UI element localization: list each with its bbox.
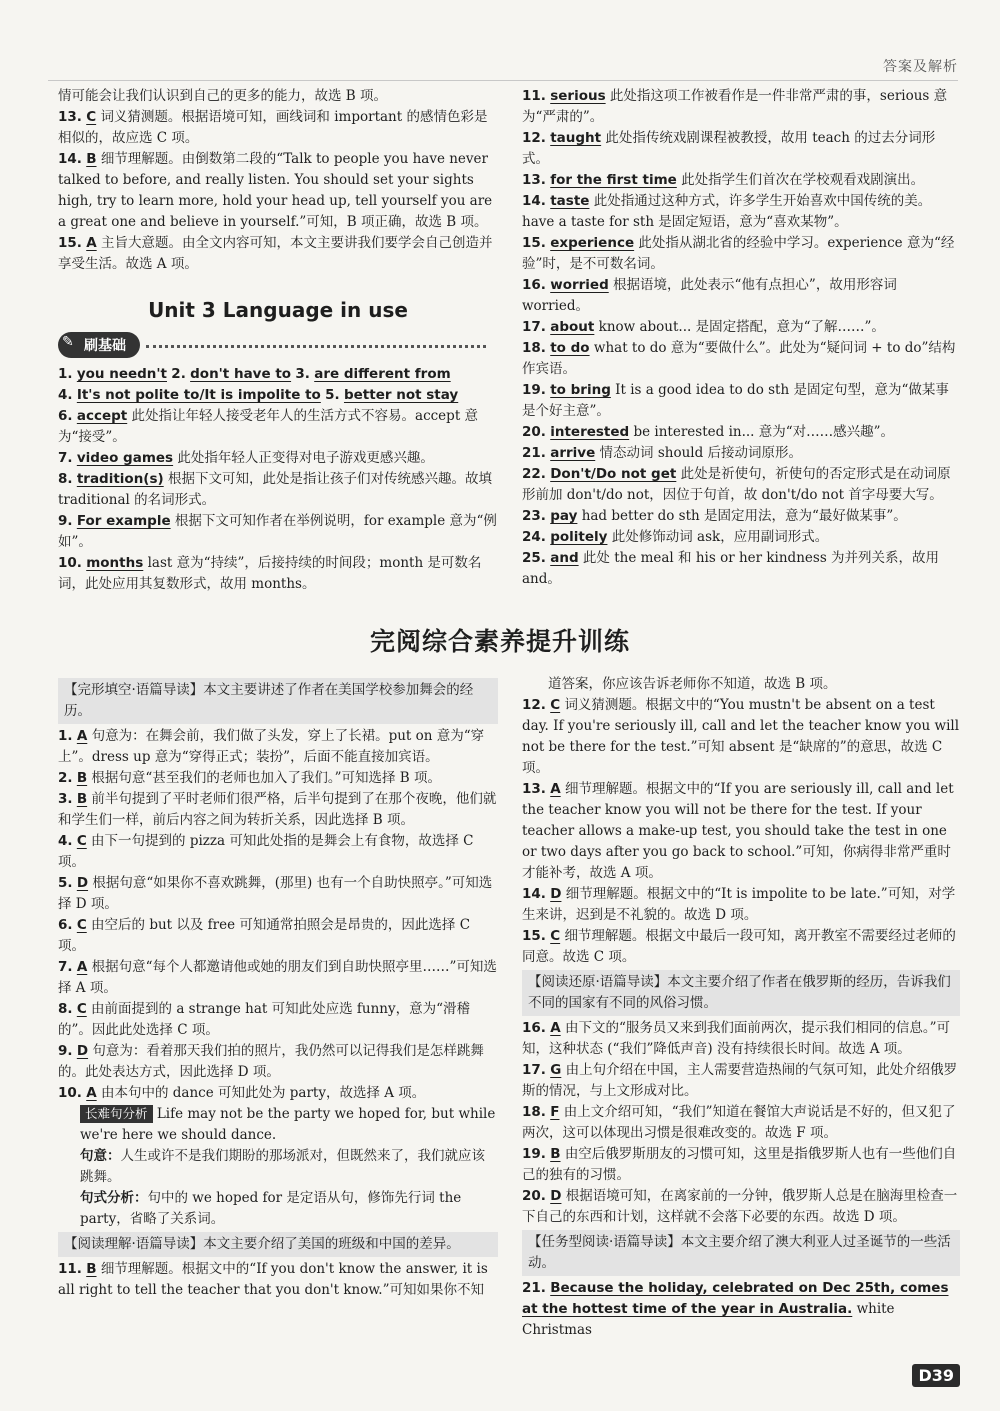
- unit-items: [58, 406, 498, 595]
- dotted-rule: [146, 345, 486, 348]
- answer-number: 16.: [522, 277, 546, 293]
- answer-key: D: [550, 886, 562, 902]
- answer-number: 7.: [58, 959, 73, 975]
- answer-explanation: 由上句介绍在中国，主人需要营造热闹的气氛可知，此处介绍俄罗斯的情况，与上文形成对比。: [522, 1062, 958, 1099]
- answer-explanation: 由本句中的 dance 可知此处为 party，故选择 A 项。: [100, 1085, 426, 1101]
- answer-explanation: 根据下文可知，此处是指让孩子们对传统感兴趣。故填 traditional 的名词形式。: [58, 471, 492, 508]
- answer-entry: [58, 553, 498, 595]
- answer-key: pay: [550, 508, 578, 524]
- answer-number: 19.: [522, 382, 546, 398]
- badge-label: 刷基础: [84, 338, 126, 354]
- answer-entry: [522, 527, 960, 548]
- unit-fill-rows: [58, 364, 498, 406]
- answer-number: 14.: [522, 193, 546, 209]
- answer-key: accept: [76, 408, 128, 424]
- answer-number: 21.: [522, 1280, 546, 1296]
- reading-items: [522, 695, 960, 968]
- long-sentence-tag: 长难句分析: [80, 1105, 153, 1123]
- answer-explanation: white Christmas: [522, 1301, 895, 1338]
- answer-number: 15.: [58, 235, 82, 251]
- answer-explanation: 根据句意“每个人都邀请他或她的朋友们到自助快照亭里……”可知选择 A 项。: [58, 959, 497, 996]
- answer-number: 4.: [58, 833, 73, 849]
- answer-explanation: 句意为：在舞会前，我们做了头发，穿上了长裙。put on 意为“穿上”。dress up 意为“穿得正式；装扮”，后面不能直接加宾语。: [58, 728, 485, 765]
- left-bottom-column: [58, 676, 498, 1301]
- answer-explanation: last 意为“持续”，后接持续的时间段；month 是可数名词，此处应用其复数形式，故用 months。: [58, 555, 482, 592]
- header-divider: [48, 80, 958, 81]
- answer-key: C: [550, 928, 561, 944]
- answer-key: worried: [550, 277, 609, 293]
- answer-entry: [58, 957, 498, 999]
- answer-number: 23.: [522, 508, 546, 524]
- answer-entry: [522, 191, 960, 233]
- answer-key: you needn't: [76, 366, 167, 382]
- answer-key: For example: [76, 513, 171, 529]
- answer-key: A: [76, 728, 88, 744]
- long-sentence: [58, 1104, 498, 1146]
- answer-key: to do: [550, 340, 590, 356]
- sentence-analysis: [58, 1188, 498, 1230]
- answer-entry: [58, 511, 498, 553]
- answer-entry: [522, 1102, 960, 1144]
- answer-number: 6.: [58, 408, 73, 424]
- answer-number: 17.: [522, 319, 546, 335]
- answer-key: tradition(s): [76, 471, 164, 487]
- answer-key: A: [86, 235, 97, 251]
- answer-explanation: 此处是祈使句，祈使句的否定形式是在动词原形前加 don't/do not，因位于句首，故 don't/do not 首字母要大写。: [522, 466, 951, 503]
- continued-text: 道答案，你应该告诉老师你不知道，故选 B 项。: [548, 676, 837, 692]
- answer-key: D: [76, 875, 89, 891]
- answer-entry: [58, 915, 498, 957]
- answer-number: 7.: [58, 450, 73, 466]
- answer-entry: [58, 448, 498, 469]
- answer-key: C: [76, 833, 87, 849]
- answer-entry: [522, 548, 960, 590]
- answer-key: video games: [76, 450, 174, 466]
- answer-entry: [522, 233, 960, 275]
- answer-number: 12.: [522, 697, 546, 713]
- answer-entry: [58, 86, 498, 107]
- answer-entry: [522, 443, 960, 464]
- answer-explanation: 由前面提到的 a strange hat 可知此处应选 funny，意为“滑稽的”。因此此处选择 C 项。: [58, 1001, 471, 1038]
- answer-key: A: [76, 959, 88, 975]
- answer-number: 22.: [522, 466, 546, 482]
- answer-key: taste: [550, 193, 590, 209]
- answer-number: 20.: [522, 1188, 546, 1204]
- sentence-meaning-text: 人生或许不是我们期盼的那场派对，但既然来了，我们就应该跳舞。: [80, 1148, 485, 1185]
- answer-entry: [58, 469, 498, 511]
- answer-key: B: [86, 151, 97, 167]
- answer-entry: [58, 726, 498, 768]
- answer-explanation: 情态动词 should 后接动词原形。: [599, 445, 803, 461]
- answer-key: to bring: [550, 382, 611, 398]
- reading-intro: 【阅读理解·语篇导读】本文主要介绍了美国的班级和中国的差异。: [58, 1232, 498, 1257]
- answer-key: A: [550, 781, 561, 797]
- answer-explanation: know about... 是固定搭配，意为“了解……”。: [598, 319, 885, 335]
- answer-entry: [522, 884, 960, 926]
- answer-number: 8.: [58, 1001, 73, 1017]
- answer-number: 3.: [295, 366, 310, 382]
- section-title: 完阅综合素养提升训练: [369, 627, 630, 656]
- answer-entry: [58, 768, 498, 789]
- answer-number: 19.: [522, 1146, 546, 1162]
- task-intro: 【任务型阅读·语篇导读】本文主要介绍了澳大利亚人过圣诞节的一些活动。: [522, 1230, 960, 1276]
- right-bottom-column: [522, 674, 960, 1341]
- answer-key: are different from: [314, 366, 451, 382]
- sentence-meaning: [58, 1146, 498, 1188]
- fill-row: [58, 385, 498, 406]
- answer-explanation: 词义猜测题。根据语境可知，画线词和 important 的感情色彩是相似的，故应选 C 项。: [58, 109, 488, 146]
- sentence-analysis-label: 句式分析：: [80, 1190, 148, 1206]
- answer-key: B: [76, 770, 88, 786]
- answer-number: 24.: [522, 529, 546, 545]
- answer-key: arrive: [550, 445, 596, 461]
- long-sentence-text: Life may not be the party we hoped for, but while we're here we should dance.: [80, 1106, 496, 1143]
- answer-explanation: 此处修饰动词 ask，应用副词形式。: [611, 529, 829, 545]
- answer-entry: [522, 1144, 960, 1186]
- answer-entry: [58, 233, 498, 275]
- answer-explanation: It is a good idea to do sth 是固定句型，意为“做某事是个好主意”。: [522, 382, 949, 419]
- answer-explanation: 此处指让年轻人接受老年人的生活方式不容易。accept 意为“接受”。: [58, 408, 479, 445]
- answer-key: Because the holiday, celebrated on Dec 25th, comes at the hottest time of the year in Australia.: [522, 1280, 949, 1317]
- answer-entry: [58, 831, 498, 873]
- answer-explanation: 句意为：看着那天我们拍的照片，我仍然可以记得我们是怎样跳舞的。此处表达方式，因此选择 D 项。: [58, 1043, 484, 1080]
- answer-entry: [522, 317, 960, 338]
- answer-explanation: 由下文的“服务员又来到我们面前两次，提示我们相同的信息。”可知，这种状态 (“我们”降低声音) 没有持续很长时间。故选 A 项。: [522, 1020, 951, 1057]
- answer-entry: [522, 695, 960, 779]
- answer-key: serious: [550, 88, 606, 104]
- answer-number: 10.: [58, 1085, 82, 1101]
- answer-entry: [522, 338, 960, 380]
- answer-number: 25.: [522, 550, 546, 566]
- answer-explanation: 此处 the meal 和 his or her kindness 为并列关系，故用 and。: [522, 550, 940, 587]
- answer-key: D: [76, 1043, 89, 1059]
- restore-intro: 【阅读还原·语篇导读】本文主要介绍了作者在俄罗斯的经历，告诉我们不同的国家有不同的风俗习惯。: [522, 970, 960, 1016]
- answer-key: months: [86, 555, 144, 571]
- answer-key: interested: [550, 424, 630, 440]
- answer-entry: [522, 1278, 960, 1341]
- answer-entry: [58, 149, 498, 233]
- answer-explanation: 根据语境，此处表示“他有点担心”，故用形容词 worried。: [522, 277, 897, 314]
- answer-number: 15.: [522, 235, 546, 251]
- answer-entry: [522, 1060, 960, 1102]
- answer-number: 17.: [522, 1062, 546, 1078]
- answer-entry: [522, 506, 960, 527]
- answer-number: 11.: [58, 1261, 82, 1277]
- answer-key: don't have to: [190, 366, 292, 382]
- answer-number: 4.: [58, 387, 73, 403]
- answer-entry: [522, 422, 960, 443]
- answer-key: taught: [550, 130, 602, 146]
- answer-explanation: 细节理解题。根据文中的“If you don't know the answer, it is all right to tell the teacher that you don't know.”可知如果你不知: [58, 1261, 488, 1298]
- answer-entry: [522, 1186, 960, 1228]
- answer-key: C: [550, 697, 561, 713]
- unit-section: [58, 276, 498, 595]
- answer-key: and: [550, 550, 579, 566]
- answer-key: G: [550, 1062, 562, 1078]
- answer-key: C: [76, 1001, 87, 1017]
- answer-explanation: 细节理解题。根据文中的“It is impolite to be late.”可知，对学生来讲，迟到是不礼貌的。故选 D 项。: [522, 886, 956, 923]
- answer-explanation: 根据语境可知，在离家前的一分钟，俄罗斯人总是在脑海里检查一下自己的东西和计划，这样就不会落下必要的东西。故选 D 项。: [522, 1188, 958, 1225]
- answer-key: politely: [550, 529, 608, 545]
- answer-explanation: 根据句意“如果你不喜欢跳舞，(那里) 也有一个自助快照亭。”可知选择 D 项。: [58, 875, 493, 912]
- answer-key: C: [76, 917, 87, 933]
- answer-number: 13.: [522, 781, 546, 797]
- answer-number: 5.: [58, 875, 73, 891]
- answer-entry: [58, 789, 498, 831]
- answer-number: 12.: [522, 130, 546, 146]
- cloze-items: [58, 726, 498, 1104]
- answer-explanation: had better do sth 是固定用法，意为“最好做某事”。: [581, 508, 907, 524]
- answer-entry: [522, 380, 960, 422]
- answer-explanation: be interested in... 意为“对……感兴趣”。: [633, 424, 895, 440]
- right-top-column: [522, 86, 960, 590]
- answer-key: C: [86, 109, 97, 125]
- answer-explanation: 此处指传统戏剧课程被教授，故用 teach 的过去分词形式。: [522, 130, 936, 167]
- answer-key: D: [550, 1188, 562, 1204]
- answer-number: 9.: [58, 513, 73, 529]
- answer-explanation: 此处指通过这种方式，许多学生开始喜欢中国传统的美。have a taste for sth 是固定短语，意为“喜欢某物”。: [522, 193, 932, 230]
- answer-explanation: 由上文介绍可知，“我们”知道在餐馆大声说话是不好的，但又犯了两次，这可以体现出习惯是很难改变的。故选 F 项。: [522, 1104, 956, 1141]
- answer-key: B: [76, 791, 88, 807]
- answer-entry: [522, 779, 960, 884]
- answer-entry: [522, 128, 960, 170]
- answer-key: about: [550, 319, 595, 335]
- answer-number: 14.: [58, 151, 82, 167]
- answer-explanation: 情可能会让我们认识到自己的更多的能力，故选 B 项。: [58, 88, 388, 104]
- answer-number: 16.: [522, 1020, 546, 1036]
- answer-entry: [58, 1083, 498, 1104]
- answer-explanation: 此处指学生们首次在学校观看戏剧演出。: [681, 172, 925, 188]
- answer-key: better not stay: [343, 387, 459, 403]
- answer-explanation: 此处指这项工作被看作是一件非常严肃的事，serious 意为“严肃的”。: [522, 88, 948, 125]
- answer-entry: [58, 1259, 498, 1301]
- answer-number: 1.: [58, 366, 73, 382]
- answer-entry: [58, 873, 498, 915]
- answer-key: F: [550, 1104, 560, 1120]
- answer-key: Don't/Do not get: [550, 466, 677, 482]
- sentence-analysis-text: 句中的 we hoped for 是定语从句，修饰先行词 the party，省略了关系词。: [80, 1190, 462, 1227]
- answer-key: A: [86, 1085, 97, 1101]
- answer-key: B: [86, 1261, 97, 1277]
- answer-explanation: 细节理解题。根据文中的“If you are seriously ill, call and let the teacher know you will not be there for the test. If your teacher allows a make-up test, you should take the test in one or two days after you go back to school.”可知，你病得非常严重时才能补考，故选 A 项。: [522, 781, 954, 881]
- answer-explanation: 由下一句提到的 pizza 可知此处指的是舞会上有食物，故选择 C 项。: [58, 833, 474, 870]
- practice-badge: [58, 332, 140, 358]
- answer-key: for the first time: [550, 172, 677, 188]
- unit-title: Unit 3 Language in use: [148, 298, 408, 322]
- answer-number: 10.: [58, 555, 82, 571]
- answer-explanation: 此处指从湖北省的经验中学习。experience 意为“经验”时，是不可数名词。: [522, 235, 955, 272]
- sentence-meaning-label: 句意：: [80, 1148, 121, 1164]
- answer-number: 8.: [58, 471, 73, 487]
- answer-entry: [58, 999, 498, 1041]
- answer-explanation: 由空后的 but 以及 free 可知通常拍照会是昂贵的，因此选择 C 项。: [58, 917, 471, 954]
- answer-explanation: 根据下文可知作者在举例说明，for example 意为“例如”。: [58, 513, 497, 550]
- answer-number: 18.: [522, 340, 546, 356]
- answer-number: 2.: [171, 366, 186, 382]
- restore-items: [522, 1018, 960, 1228]
- answer-number: 3.: [58, 791, 73, 807]
- pencil-icon: ✎: [62, 334, 74, 350]
- answer-key: A: [550, 1020, 561, 1036]
- answer-number: 21.: [522, 445, 546, 461]
- answer-number: 18.: [522, 1104, 546, 1120]
- answer-number: 2.: [58, 770, 73, 786]
- answer-entry: [522, 926, 960, 968]
- answer-key: It's not polite to/It is impolite to: [76, 387, 321, 403]
- answer-key: experience: [550, 235, 635, 251]
- answer-number: 15.: [522, 928, 546, 944]
- answer-explanation: 由空后俄罗斯朋友的习惯可知，这里是指俄罗斯人也有一些他们自己的独有的习惯。: [522, 1146, 957, 1183]
- answer-number: 13.: [58, 109, 82, 125]
- answer-explanation: 根据句意“甚至我们的老师也加入了我们。”可知选择 B 项。: [91, 770, 441, 786]
- fill-row: [58, 364, 498, 385]
- answer-explanation: 此处指年轻人正变得对电子游戏更感兴趣。: [177, 450, 434, 466]
- answer-number: 6.: [58, 917, 73, 933]
- answer-explanation: 主旨大意题。由全文内容可知，本文主要讲我们要学会自己创造并享受生活。故选 A 项。: [58, 235, 493, 272]
- answer-entry: [522, 275, 960, 317]
- left-top-column: [58, 86, 498, 275]
- answer-explanation: 前半句提到了平时老师们很严格，后半句提到了在那个夜晚，他们就和学生们一样，前后内容之间为转折关系，因此选择 B 项。: [58, 791, 497, 828]
- answer-number: 11.: [522, 88, 546, 104]
- header-title: 答案及解析: [883, 59, 958, 75]
- answer-entry: [58, 1041, 498, 1083]
- answer-explanation: what to do 意为“要做什么”。此处为“疑问词 + to do”结构作宾语。: [522, 340, 956, 377]
- answer-entry: [58, 406, 498, 448]
- answer-key: B: [550, 1146, 561, 1162]
- answer-number: 13.: [522, 172, 546, 188]
- answer-explanation: 细节理解题。根据文中最后一段可知，离开教室不需要经过老师的同意。故选 C 项。: [522, 928, 956, 965]
- answer-entry: [522, 170, 960, 191]
- answer-number: 14.: [522, 886, 546, 902]
- answer-entry: [522, 1018, 960, 1060]
- answer-number: 9.: [58, 1043, 73, 1059]
- answer-number: 5.: [325, 387, 340, 403]
- answer-number: 1.: [58, 728, 73, 744]
- answer-entry: [522, 86, 960, 128]
- cloze-intro: 【完形填空·语篇导读】本文主要讲述了作者在美国学校参加舞会的经历。: [58, 678, 498, 724]
- page-number: D39: [912, 1364, 960, 1387]
- answer-entry: [58, 107, 498, 149]
- answer-number: 20.: [522, 424, 546, 440]
- answer-explanation: 细节理解题。由倒数第二段的“Talk to people you have never talked to before, and really listen. You should set your sights high, try to learn more, hold your head up, tell yourself you are a great one and believe in yourself.”可知，B 项正确，故选 B 项。: [58, 151, 493, 230]
- answer-entry: [522, 464, 960, 506]
- answer-explanation: 词义猜测题。根据文中的“You mustn't be absent on a test day. If you're seriously ill, call and let the teacher know you will not be there for the test.”可知 absent 是“缺席的”的意思，故选 C 项。: [522, 697, 960, 776]
